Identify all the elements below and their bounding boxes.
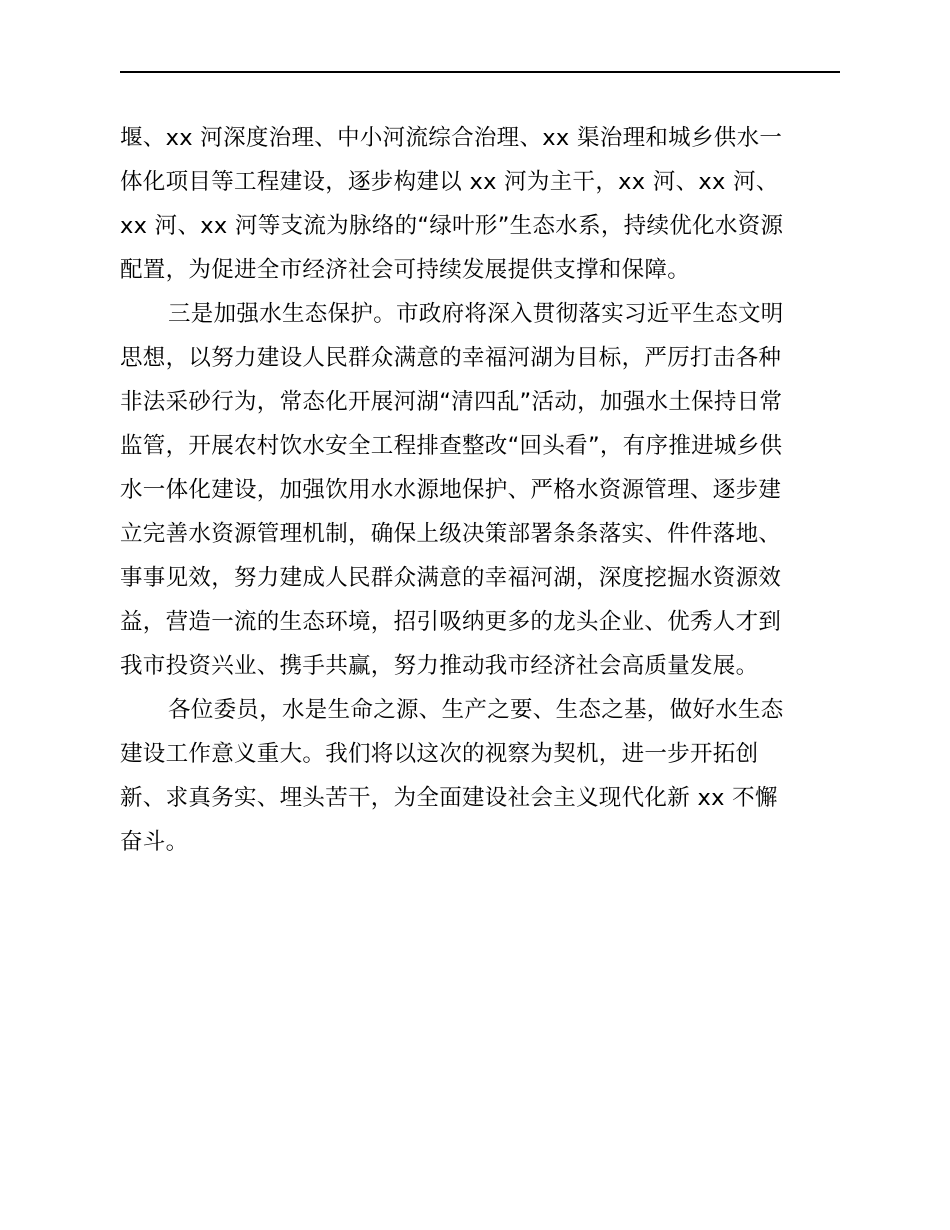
text-line: 立完善水资源管理机制，确保上级决策部署条条落实、件件落地、	[120, 521, 782, 547]
text-line: 我市投资兴业、携手共赢，努力推动我市经济社会高质量发展。	[120, 653, 759, 679]
text-line: 堰、xx 河深度治理、中小河流综合治理、xx 渠治理和城乡供水一	[120, 125, 783, 151]
text-line: 思想，以努力建设人民群众满意的幸福河湖为目标，严厉打击各种	[120, 345, 782, 371]
header-rule	[120, 71, 840, 73]
text-line: 奋斗。	[120, 829, 189, 855]
text-line: 配置，为促进全市经济社会可持续发展提供支撑和保障。	[120, 257, 691, 283]
text-line: 益，营造一流的生态环境，招引吸纳更多的龙头企业、优秀人才到	[120, 609, 782, 635]
body-text	[120, 116, 842, 864]
paragraph-start-line: 各位委员，水是生命之源、生产之要、生态之基，做好水生态	[168, 697, 784, 723]
text-line: 监管，开展农村饮水安全工程排查整改“回头看”，有序推进城乡供	[120, 433, 783, 459]
text-line: 水一体化建设，加强饮用水水源地保护、严格水资源管理、逐步建	[120, 477, 782, 503]
text-line: 非法采砂行为，常态化开展河湖“清四乱”活动，加强水土保持日常	[120, 389, 783, 415]
text-line: xx 河、xx 河等支流为脉络的“绿叶形”生态水系，持续优化水资源	[120, 213, 784, 239]
text-line: 体化项目等工程建设，逐步构建以 xx 河为主干，xx 河、xx 河、	[120, 169, 779, 195]
text-line: 新、求真务实、埋头苦干，为全面建设社会主义现代化新 xx 不懈	[120, 785, 778, 811]
text-line: 建设工作意义重大。我们将以这次的视察为契机，进一步开拓创	[120, 741, 759, 767]
text-line: 事事见效，努力建成人民群众满意的幸福河湖，深度挖掘水资源效	[120, 565, 782, 591]
paragraph-start-line: 三是加强水生态保护。市政府将深入贯彻落实习近平生态文明	[168, 301, 784, 327]
